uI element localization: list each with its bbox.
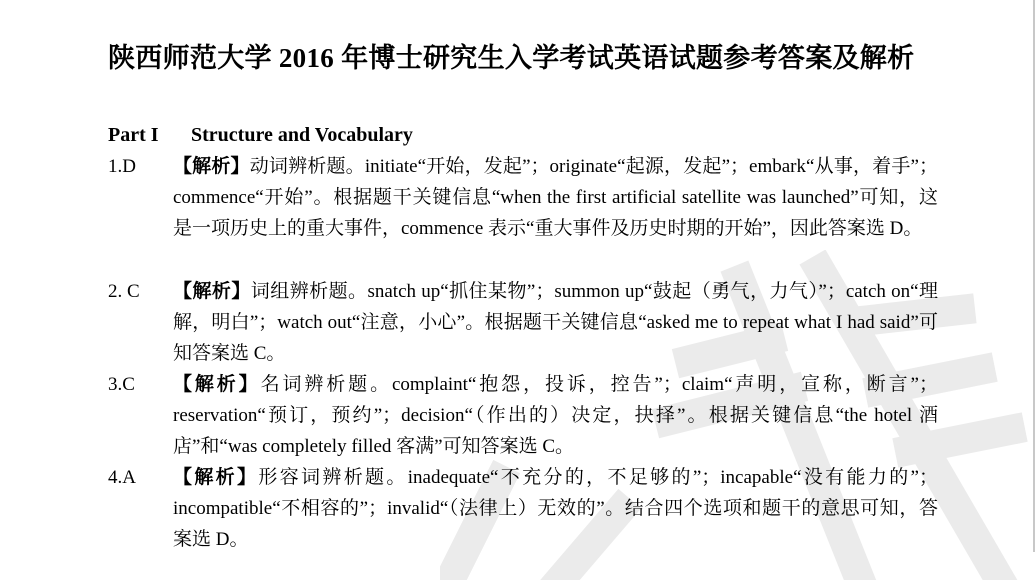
analysis-tag: 【解析】: [173, 374, 261, 395]
answer-number: 1.D: [108, 156, 136, 177]
answer-number: 3.C: [108, 374, 135, 395]
answer-item-1: [108, 151, 938, 244]
analysis-tag: 【解析】: [173, 467, 259, 488]
page-title: 陕西师范大学 2016 年博士研究生入学考试英语试题参考答案及解析: [108, 43, 915, 73]
answer-item-3: [108, 369, 938, 462]
explanation-text: 动词辨析题。initiate“开始，发起”；originate“起源，发起”；embark“从事，着手”；commence“开始”。根据题干关键信息“when the first artificial satellite was launched”可知，这是一项历史上的重大事件，commence 表示“重大事件及历史时期的开始”，因此答案选 D。: [173, 156, 938, 239]
analysis-tag: 【解析】: [173, 281, 251, 302]
explanation-text: 词组辨析题。snatch up“抓住某物”；summon up“鼓起（勇气，力气）”；catch on“理解，明白”；watch out“注意，小心”。根据题干关键信息“asked me to repeat what I had said”可知答案选 C。: [173, 281, 938, 364]
explanation-text: 名词辨析题。complaint“抱怨，投诉，控告”；claim“声明，宣称，断言”；reservation“预订，预约”；decision“（作出的）决定，抉择”。根据关键信息“the hotel 酒店”和“was completely filled 客满”可知答案选 C。: [173, 374, 938, 457]
answer-explanation: [173, 369, 938, 462]
answer-explanation: [173, 276, 938, 369]
answer-item-2: [108, 276, 938, 369]
answer-explanation: [173, 462, 938, 555]
analysis-tag: 【解析】: [173, 156, 250, 177]
answer-number: 4.A: [108, 467, 136, 488]
explanation-text: 形容词辨析题。inadequate“不充分的，不足够的”；incapable“没有能力的”；incompatible“不相容的”；invalid“（法律上）无效的”。结合四个选项和题干的意思可知，答案选 D。: [173, 467, 938, 550]
answer-item-4: [108, 462, 938, 555]
part-name: Structure and Vocabulary: [191, 124, 413, 146]
answer-number: 2. C: [108, 281, 140, 302]
answer-explanation: [173, 151, 938, 244]
part-number: Part I: [108, 124, 159, 146]
section-heading: [108, 124, 413, 147]
